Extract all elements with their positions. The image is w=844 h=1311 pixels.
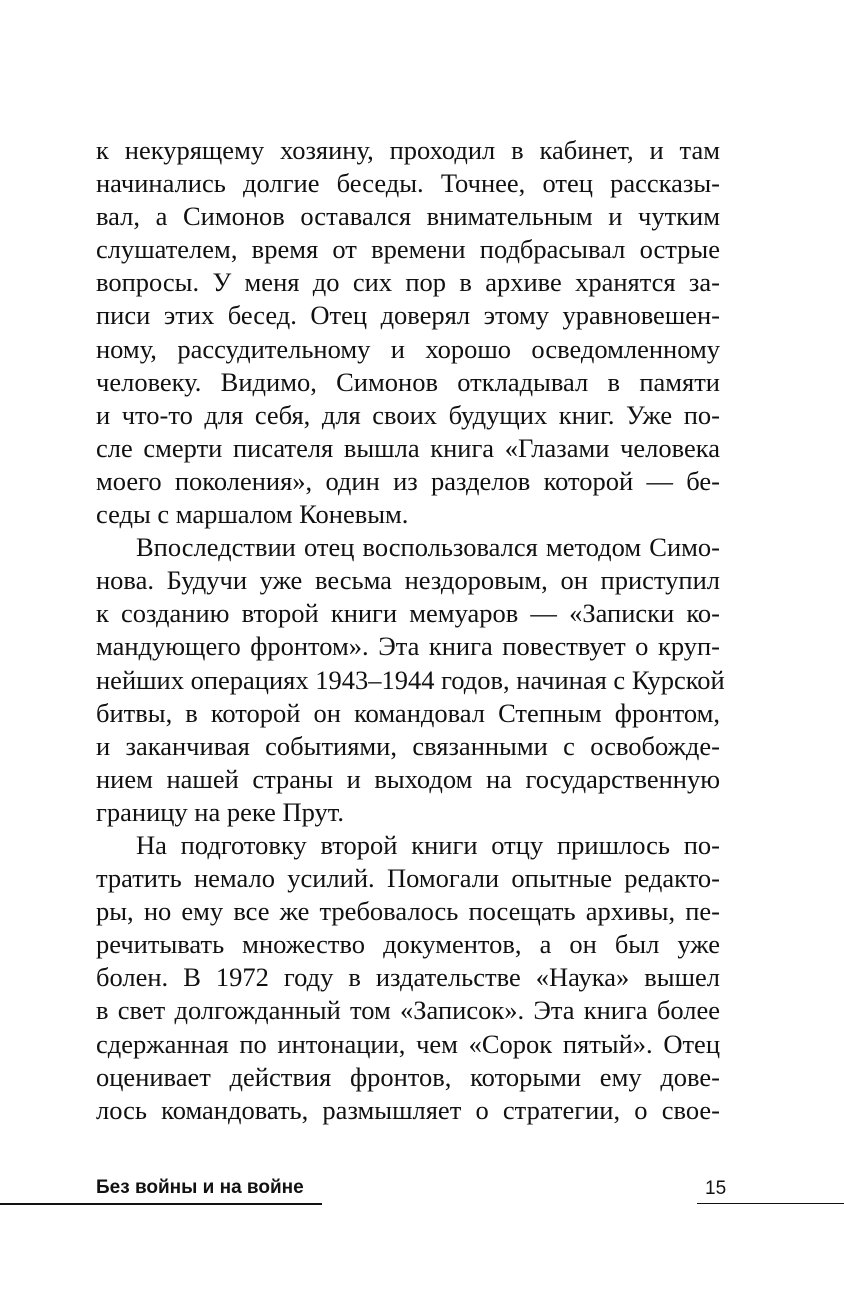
paragraph-first-line: Впоследствии отец воспользовался методом Симо- (136, 532, 720, 563)
text-line: болен. В 1972 году в издательстве «Наука» вышел (96, 962, 720, 993)
text-line: человеку. Видимо, Симонов откладывал в памяти (96, 366, 720, 397)
text-line: тратить немало усилий. Помогали опытные редакто- (96, 863, 720, 894)
page-body-text (96, 134, 725, 1127)
text-line: лось командовать, размышляет о стратегии, о свое- (96, 1094, 720, 1125)
text-line: оценивает действия фронтов, которыми ему дове- (96, 1061, 720, 1092)
text-line: нова. Будучи уже весьма нездоровым, он приступил (96, 565, 720, 596)
text-line: сле смерти писателя вышла книга «Глазами человека (96, 432, 720, 463)
text-line: речитывать множество документов, а он был уже (96, 929, 720, 960)
text-line: мандующего фронтом». Эта книга повествует о круп- (96, 631, 720, 662)
page-number: 15 (705, 1178, 727, 1199)
text-line: моего поколения», один из разделов которой — бе- (96, 465, 720, 496)
footer-left-rule (0, 1203, 322, 1205)
text-line: ному, рассудительному и хорошо осведомленному (96, 333, 720, 364)
text-line: битвы, в которой он командовал Степным фронтом, (96, 697, 720, 728)
text-line: вопросы. У меня до сих пор в архиве хранятся за- (96, 267, 720, 298)
text-line: вал, а Симонов оставался внимательным и чутким (96, 201, 720, 232)
text-line: писи этих бесед. Отец доверял этому уравновешен- (96, 300, 720, 331)
text-line: к некурящему хозяину, проходил в кабинет, и там (96, 135, 720, 165)
text-line: начинались долгие беседы. Точнее, отец рассказы- (96, 168, 720, 199)
text-line: в свет долгожданный том «Записок». Эта книга более (96, 995, 720, 1026)
text-line: границу на реке Прут. (96, 796, 344, 827)
text-line: и заканчивая событиями, связанными с освобожде- (96, 730, 720, 761)
footer-right-rule (697, 1203, 844, 1204)
running-title: Без войны и на войне (96, 1177, 304, 1198)
text-line: слушателем, время от времени подбрасывал острые (96, 234, 720, 265)
text-line: седы с маршалом Коневым. (96, 499, 409, 530)
text-line: ры, но ему все же требовалось посещать архивы, пе- (96, 896, 720, 927)
text-line: к созданию второй книги мемуаров — «Записки ко- (96, 598, 720, 629)
text-line: нейших операциях 1943–1944 годов, начиная с Курской (96, 664, 725, 695)
text-line: нием нашей страны и выходом на государственную (96, 763, 720, 794)
text-line: и что-то для себя, для своих будущих книг. Уже по- (96, 399, 720, 430)
paragraph-first-line: На подготовку второй книги отцу пришлось по- (136, 829, 720, 860)
text-line: сдержанная по интонации, чем «Сорок пятый». Отец (96, 1028, 720, 1059)
